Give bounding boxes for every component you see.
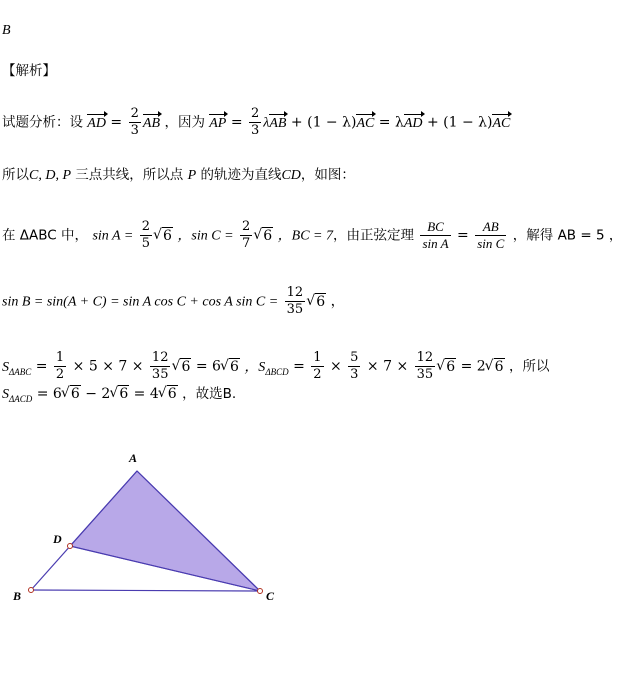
line5-tail: ，所以 [509,358,550,375]
line5-mul2: × [329,358,342,375]
line2-c: 的轨迹为直线 [196,167,282,183]
line5-res2: = 2 [460,358,486,375]
shaded-triangle-acd [70,471,260,591]
sqrt-6-i: √ 6 [62,385,81,403]
sqrt-6-d: √ 6 [307,293,326,311]
label-a: A [129,451,138,465]
sqrt-6-c: √ 6 [254,227,273,245]
answer: B [2,23,11,38]
fraction-2-3-b: $\frac{2}{3}$ [251,106,260,138]
line1-eq2: = [230,114,243,131]
line2-points: C, D, P [29,168,71,183]
line3-sinc: ，sin C = [177,228,234,244]
fraction-2-3: $\frac{2}{3}$ [130,106,139,138]
label-d: D [53,532,62,546]
line-2 [2,166,355,185]
line2-a: 所以 [2,167,29,183]
vector-ad: AD [87,115,106,131]
line3-bc: ，BC = 7 [277,228,333,244]
line4-expr: sin B = sin(A + C) = sin A cos C + cos A sin C = [2,294,279,310]
line3-prefix: 在 ΔABC 中， [2,227,89,244]
line6-tail: ，故选B. [182,386,237,402]
line3-result: ，解得 AB = 5 ， [512,227,623,244]
line3-law-eq: = [457,227,469,244]
line1-because: ，因为 [164,114,210,131]
line-3 [2,219,622,252]
sqrt-6-g: √ 6 [437,358,456,376]
fraction-2-7: $\frac{2}{7}$ [242,219,251,251]
vector-ab: AB [142,115,160,131]
segment-bc [31,590,260,591]
fraction-5-3: $\frac{5}{3}$ [350,350,359,382]
line6-expr: = 6 [36,386,62,402]
line1-prefix: 试题分析：设 [2,114,88,131]
fraction-ab-sinc: $\frac{AB}{\text{sin C}}$ [477,219,505,251]
area-acd-label: $S_{\Delta ACD}$ [2,387,33,404]
vector-ab-2: AB [269,115,287,131]
line3-sina: sin A = [92,228,134,244]
line1-eq: = [110,114,123,131]
sqrt-6-f: √ 6 [221,358,240,376]
line1-plus2: + (1 − λ) [426,114,493,131]
sqrt-6-a: √ 6 [154,227,173,245]
line2-d: ，如图： [300,167,355,183]
sqrt-6-j: √ 6 [110,385,129,403]
vector-ac: AC [356,115,375,131]
fraction-2-5: $\frac{2}{5}$ [141,219,151,251]
line2-cd: CD [281,168,301,183]
line5-res1: = 6 [195,358,221,375]
line5-eq2: = [293,358,305,375]
line-6 [2,385,236,408]
area-abc-label: $S_{\Delta ABC}$ [2,359,32,377]
line-4 [2,285,345,318]
fraction-bc-sina: $\frac{BC}{\text{sin A}}$ [422,219,449,251]
point-d [68,544,73,549]
line4-tail: ， [330,293,345,310]
vector-ad-2: AD [403,115,423,131]
section-heading: 【解析】 [2,63,56,79]
fraction-1-2-b: $\frac{1}{2}$ [313,350,322,382]
line6-eq: = 4 [129,386,159,402]
fraction-12-35-c: $\frac{12}{35}$ [416,350,434,382]
vector-ap: AP [209,115,227,131]
lambda: λ [263,115,270,131]
label-c: C [266,589,275,603]
sqrt-6-h: √ 6 [486,358,505,376]
vector-ac-2: AC [492,115,511,131]
area-bcd-label: ，$S_{\Delta BCD}$ [244,359,289,377]
line2-p: P [187,168,197,183]
fraction-12-35: $\frac{12}{35}$ [286,285,304,317]
line6-minus: − 2 [80,386,111,402]
line5-eq1: = [35,358,48,375]
line5-mul1: × 5 × 7 × [72,358,144,375]
line1-tail: = λ [378,114,404,131]
fraction-1-2: $\frac{1}{2}$ [55,350,65,382]
line2-b: 三点共线，所以点 [71,167,188,183]
label-b: B [13,589,22,603]
line1-plus: + (1 − λ) [290,114,357,131]
point-c [258,589,263,594]
fraction-12-35-b: $\frac{12}{35}$ [151,350,169,382]
line5-mul3: × 7 × [366,358,409,375]
sqrt-6-e: √ 6 [172,358,191,376]
triangle-figure [0,440,300,620]
line3-law: ，由正弦定理 [333,227,414,244]
sqrt-6-k: √ 6 [159,385,178,403]
line-1 [2,106,510,139]
line-5 [2,350,550,383]
point-b [29,588,34,593]
